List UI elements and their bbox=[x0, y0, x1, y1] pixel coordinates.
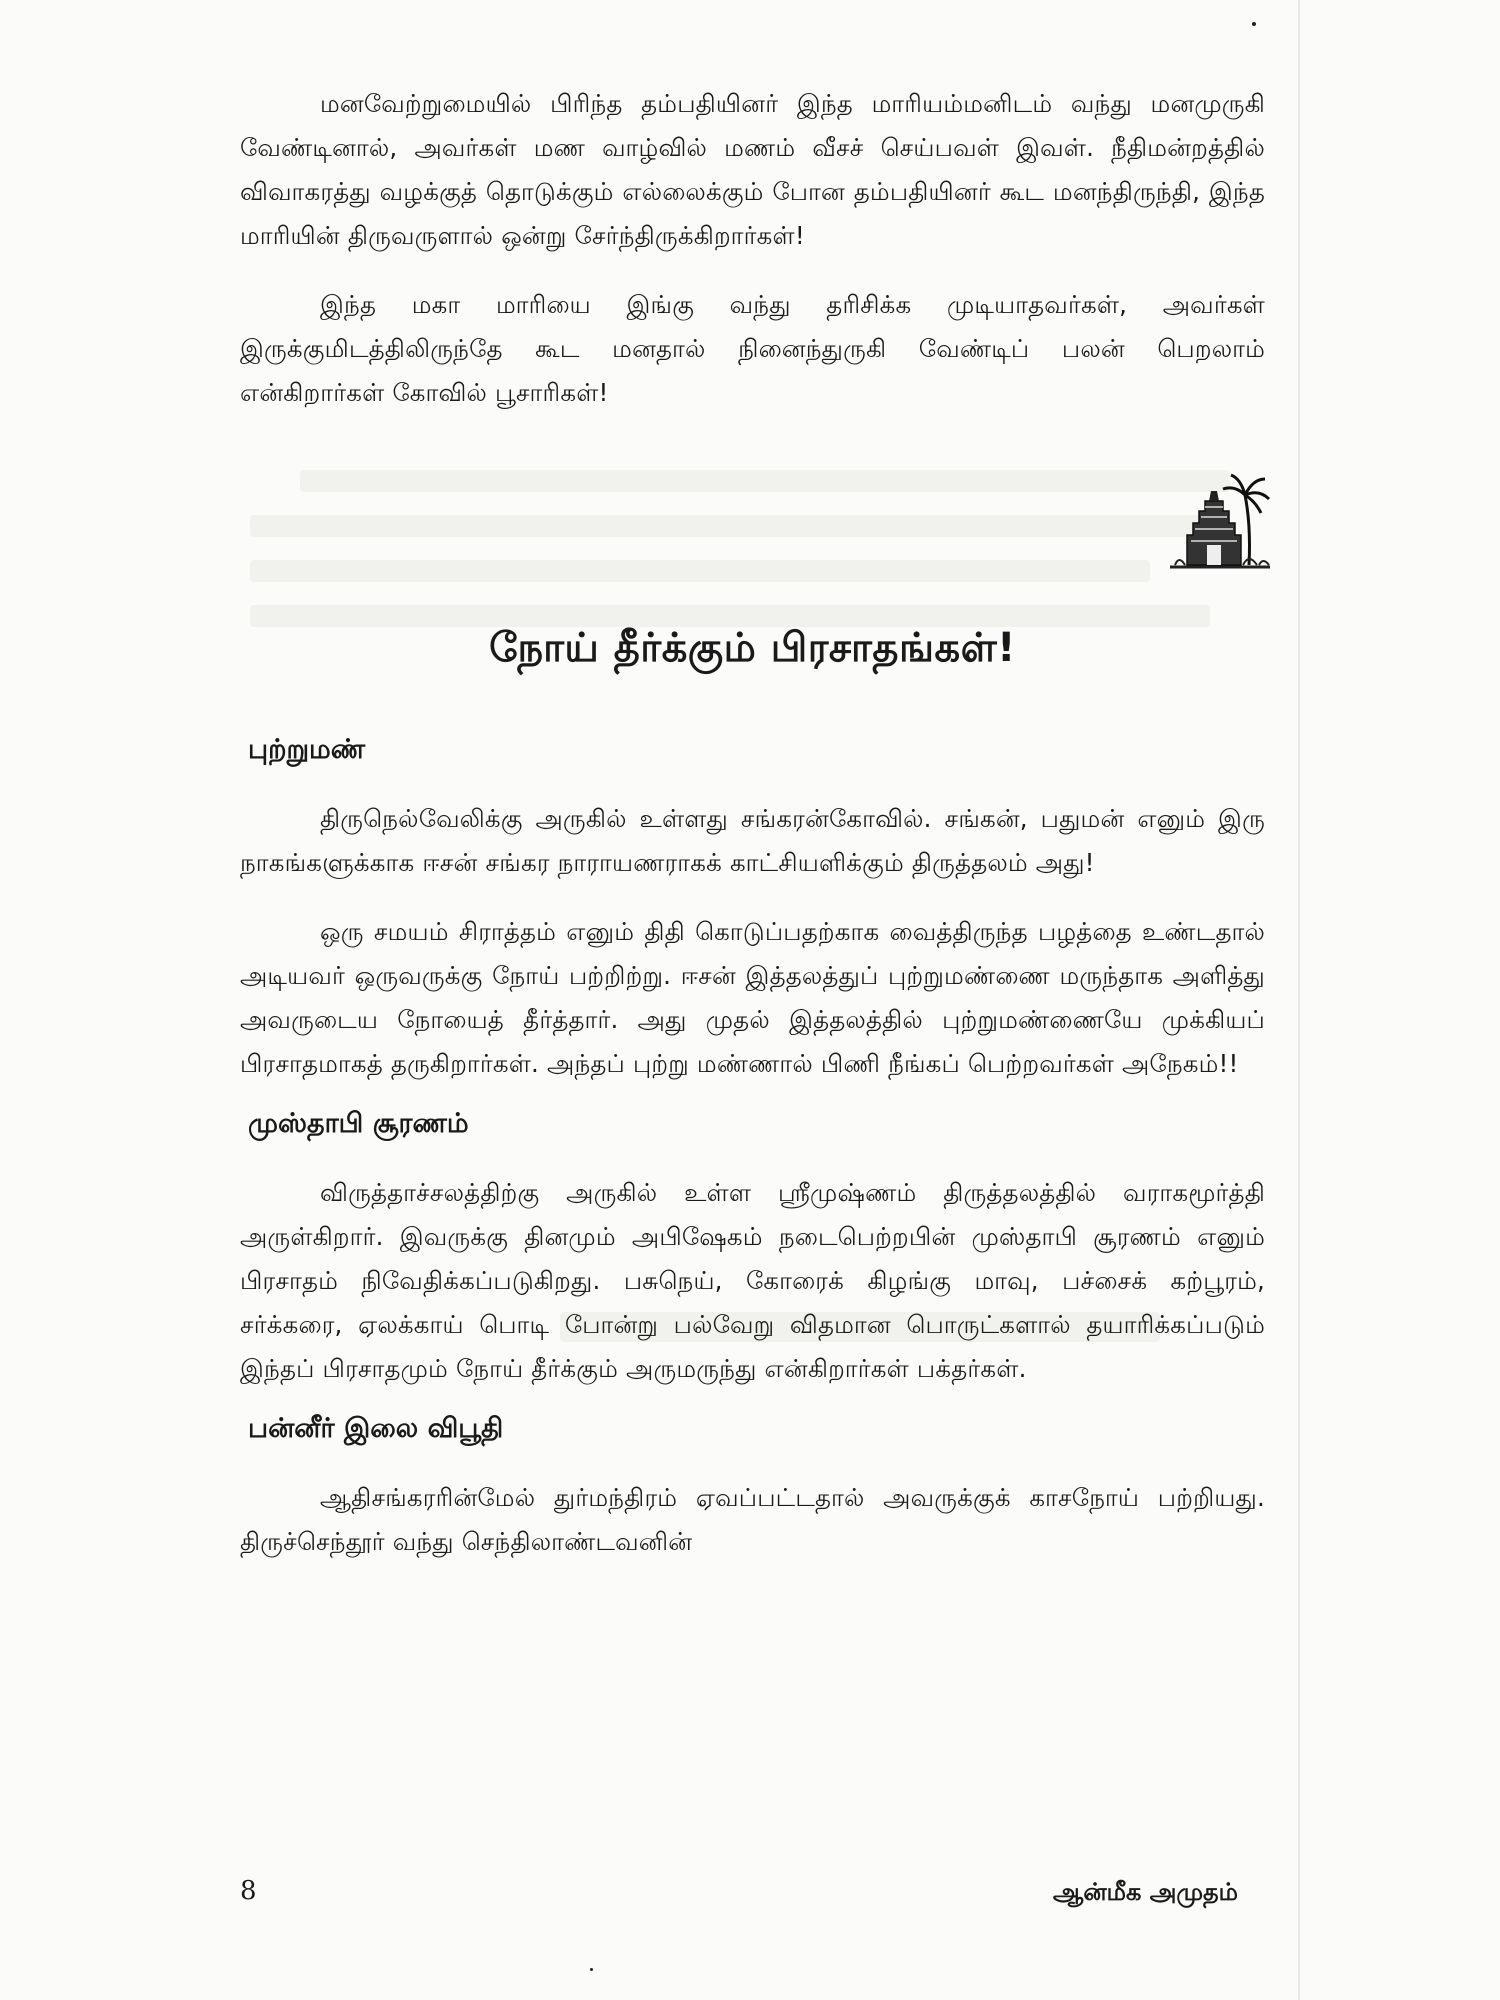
section-title: நோய் தீர்க்கும் பிரசாதங்கள்! bbox=[489, 625, 1016, 671]
paragraph-remote-prayer: இந்த மகா மாரியை இங்கு வந்து தரிசிக்க முடியாதவர்கள், அவர்கள் இருக்குமிடத்திலிருந்தே கூட மனதால் நினைந்துருகி வேண்டிப் பலன் பெறலாம் என்கிறார்கள் கோவில் பூசாரிகள்! bbox=[240, 290, 1265, 407]
speck bbox=[590, 1968, 593, 1971]
heading-musthabi-choornam: முஸ்தாபி சூரணம் bbox=[248, 1108, 469, 1139]
ornament-area bbox=[240, 415, 1265, 625]
temple-with-palm-tree-icon bbox=[1165, 465, 1275, 575]
paragraph-srimushnam: விருத்தாச்சலத்திற்கு அருகில் உள்ள ஸ்ரீமுஷ்ணம் திருத்தலத்தில் வராகமூர்த்தி அருள்கிறார். இவருக்கு தினமும் அபிஷேகம் நடைபெற்றபின் முஸ்தாபி சூரணம் எனும் பிரசாதம் நிவேதிக்கப்படுகிறது. பசுநெய், கோரைக் கிழங்கு மாவு, பச்சைக் கற்பூரம், சர்க்கரை, ஏலக்காய் பொடி போன்று பல்வேறு விதமான பொருட்களால் தயாரிக்கப்படும் இந்தப் பிரசாதமும் நோய் தீர்க்கும் அருமருந்து என்கிறார்கள் பக்தர்கள். bbox=[240, 1178, 1265, 1383]
page-content bbox=[240, 82, 1265, 1564]
heading-putrumann: புற்றுமண் bbox=[248, 734, 366, 765]
paragraph-reconciliation: மனவேற்றுமையில் பிரிந்த தம்பதியினர் இந்த மாரியம்மனிடம் வந்து மனமுருகி வேண்டினால், அவர்கள் மண வாழ்வில் மணம் வீசச் செய்பவள் இவள். நீதிமன்றத்தில் விவாகரத்து வழக்குத் தொடுக்கும் எல்லைக்கும் போன தம்பதியினர் கூட மனந்திருந்தி, இந்த மாரியின் திருவருளால் ஒன்று சேர்ந்திருக்கிறார்கள்! bbox=[240, 89, 1265, 250]
page-edge bbox=[1298, 0, 1300, 2000]
speck bbox=[1252, 22, 1256, 26]
heading-panneer-ilai-vibhuti: பன்னீர் இலை விபூதி bbox=[248, 1413, 504, 1444]
running-footer-publication: ஆன்மீக அமுதம் bbox=[1053, 1878, 1238, 1906]
paragraph-adi-shankara: ஆதிசங்கரரின்மேல் துர்மந்திரம் ஏவப்பட்டதால் அவருக்குக் காசநோய் பற்றியது. திருச்செந்தூர் வந்து செந்திலாண்டவனின் bbox=[240, 1483, 1265, 1556]
paragraph-sankarankovil: திருநெல்வேலிக்கு அருகில் உள்ளது சங்கரன்கோவில். சங்கன், பதுமன் எனும் இரு நாகங்களுக்காக ஈசன் சங்கர நாராயணராகக் காட்சியளிக்கும் திருத்தலம் அது! bbox=[240, 804, 1265, 877]
page-number: 8 bbox=[240, 1876, 257, 1906]
paragraph-putrumann-story: ஒரு சமயம் சிராத்தம் எனும் திதி கொடுப்பதற்காக வைத்திருந்த பழத்தை உண்டதால் அடியவர் ஒருவருக்கு நோய் பற்றிற்று. ஈசன் இத்தலத்துப் புற்றுமண்ணை மருந்தாக அளித்து அவருடைய நோயைத் தீர்த்தார். அது முதல் இத்தலத்தில் புற்றுமண்ணையே முக்கியப் பிரசாதமாகத் தருகிறார்கள். அந்தப் புற்று மண்ணால் பிணி நீங்கப் பெற்றவர்கள் அநேகம்!! bbox=[240, 917, 1265, 1078]
